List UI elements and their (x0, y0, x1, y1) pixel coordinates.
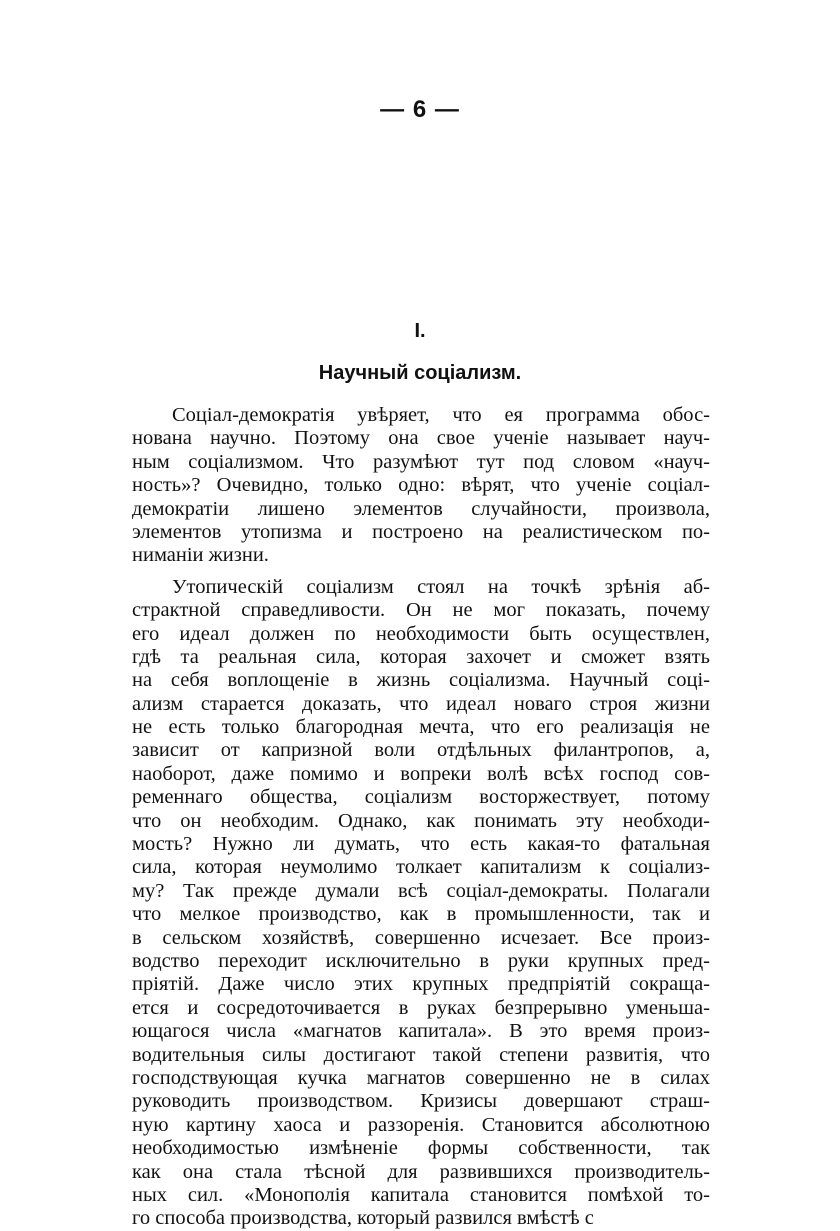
text-line: Утопическій соціализм стоял на точкѣ зрѣнія аб- (172, 575, 710, 598)
text-line: ных сил. «Монополія капитала становится помѣхой то- (132, 1183, 710, 1206)
body-text (132, 404, 710, 1231)
text-line: гдѣ та реальная сила, которая захочет и сможет взять (132, 645, 710, 668)
text-line: необходимостью измѣненіе формы собственности, так (132, 1137, 710, 1160)
text-line: ется и сосредоточивается в руках безпрерывно уменьша- (132, 996, 710, 1019)
chapter-title: Научный соціализм. (318, 362, 522, 384)
text-line: наоборот, даже помимо и вопреки волѣ всѣх господ сов- (132, 762, 710, 785)
text-line: водительныя силы достигают такой степени развитія, что (132, 1043, 710, 1066)
text-line: му? Так прежде думали всѣ соціал-демократы. Полагали (132, 879, 710, 902)
text-line: ниманіи жизни. (132, 544, 269, 567)
paragraph-gap (132, 568, 710, 576)
text-line: элементов утопизма и построено на реалистическом по- (132, 520, 710, 543)
text-line: мость? Нужно ли думать, что есть какая-то фатальная (132, 833, 710, 856)
text-line: в сельском хозяйствѣ, совершенно исчезает. Все произ- (132, 926, 710, 949)
text-line: го способа производства, который развился вмѣстѣ с (132, 1207, 594, 1230)
text-line: ременнаго общества, соціализм восторжествует, потому (132, 786, 710, 809)
text-line: ющагося числа «магнатов капитала». В это время произ- (132, 1020, 710, 1043)
text-line: его идеал должен по необходимости быть осуществлен, (132, 622, 710, 645)
text-line: страктной справедливости. Он не мог показать, почему (132, 599, 710, 622)
page-number: — 6 — (380, 96, 460, 123)
text-line: ализм старается доказать, что идеал новаго строя жизни (132, 692, 710, 715)
text-line: что он необходим. Однако, как понимать эту необходи- (132, 809, 710, 832)
text-line: что мелкое производство, как в промышленности, так и (132, 903, 710, 926)
paragraph (132, 404, 710, 568)
text-line: как она стала тѣсной для развившихся производитель- (132, 1160, 710, 1183)
text-line: зависит от капризной воли отдѣльных филантропов, а, (132, 739, 710, 762)
text-line: не есть только благородная мечта, что его реализація не (132, 716, 710, 739)
text-line: Соціал-демократія увѣряет, что ея программа обос- (172, 404, 710, 426)
text-line: ную картину хаоса и раззоренія. Становится абсолютною (132, 1113, 710, 1136)
text-line: водство переходит исключительно в руки крупных пред- (132, 949, 710, 972)
text-line: пріятій. Даже число этих крупных предпріятій сокраща- (132, 973, 710, 996)
text-line: господствующая кучка магнатов совершенно не в силах (132, 1066, 710, 1089)
text-line: ным соціализмом. Что разумѣют тут под словом «науч- (132, 450, 710, 473)
chapter-number: I. (414, 320, 426, 342)
paragraph (132, 576, 710, 1231)
text-line: нована научно. Поэтому она свое ученіе называет науч- (132, 427, 710, 450)
text-line: руководить производством. Кризисы довершают страш- (132, 1090, 710, 1113)
text-line: демократіи лишено элементов случайности, произвола, (132, 497, 710, 520)
text-line: сила, которая неумолимо толкает капитализм к соціализ- (132, 856, 710, 879)
text-line: ность»? Очевидно, только одно: вѣрят, что ученіе соціал- (132, 474, 710, 497)
text-line: на себя воплощеніе в жизнь соціализма. Научный соці- (132, 669, 710, 692)
